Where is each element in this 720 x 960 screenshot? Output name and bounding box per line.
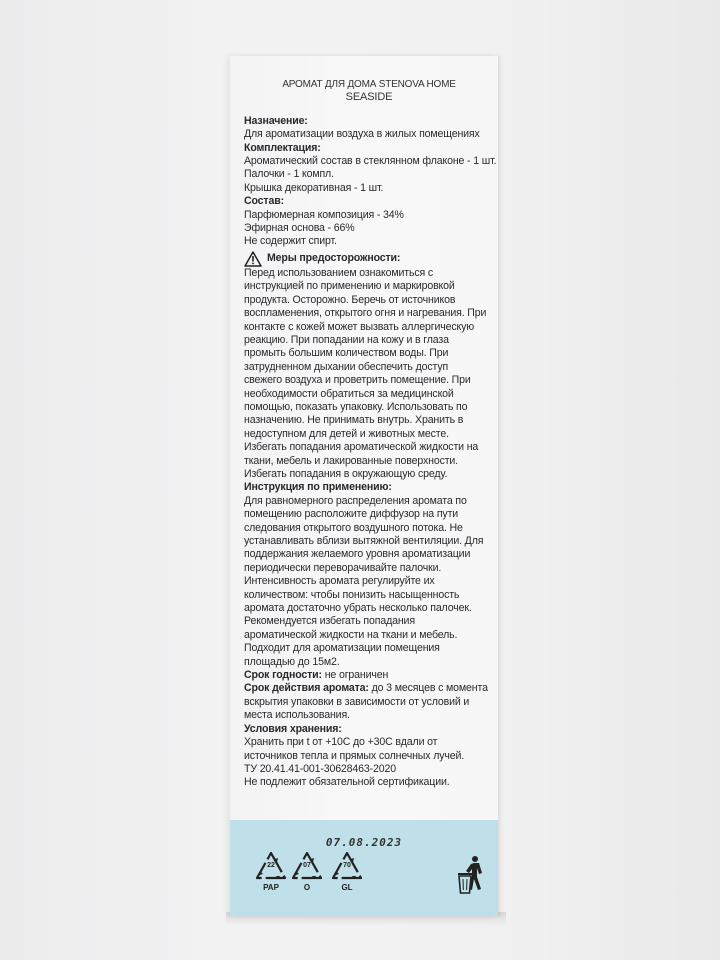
label-line: Для равномерного распределения аромата по [244, 494, 467, 507]
label-line: воспламенения, открытого огня и нагревания. При [244, 307, 487, 320]
label-line: устанавливать вблизи вытяжной вентиляции. Для [244, 535, 484, 547]
label-line: ароматической жидкости на ткани и мебель. [244, 628, 458, 641]
label-line: Не содержит спирт. [244, 235, 337, 248]
label-line: количеством: чтобы понизить насыщенность [244, 588, 460, 601]
label-line: Не подлежит обязательной сертификации. [244, 776, 450, 789]
label-line: Ароматический состав в стеклянном флаконе - 1 шт. [244, 155, 497, 168]
box-side-edge [498, 56, 502, 916]
label-line: реакцию. При попадании на кожу и в глаза [244, 333, 449, 346]
label-line: необходимости обратиться за медицинской [244, 387, 454, 400]
label-line: источников тепла и прямых солнечных лучей. [244, 749, 465, 762]
label-line: Крышка декоративная - 1 шт. [244, 181, 384, 194]
label-line: промыть большим количеством воды. При [244, 347, 449, 360]
production-date: 07.08.2023 [325, 836, 403, 849]
label-line: Палочки - 1 компл. [244, 168, 334, 181]
section-heading [244, 251, 494, 267]
label-line: Избегать попадания в окружающую среду. [244, 467, 448, 480]
recycling-triangle-icon [254, 850, 288, 894]
label-line: Подходит для ароматизации помещения [244, 642, 440, 655]
label-line: аромата достаточно убрать несколько палочек. [244, 602, 472, 615]
label-line: Эфирная основа - 66% [244, 222, 355, 235]
field-value: не ограничен [321, 669, 389, 682]
recycling-code: 07 [303, 862, 311, 869]
recycling-label: GL [341, 883, 353, 892]
section-heading: Условия хранения: [244, 722, 342, 735]
label-line: контакте с кожей может вызвать аллергическую [244, 320, 475, 333]
field-label: Срок годности: [244, 669, 322, 682]
label-line: свежего воздуха и проветрить помещение. При [244, 374, 471, 387]
label-line: инструкцией по применению и маркировкой [244, 280, 455, 293]
label-line: затрудненном дыхании обеспечить доступ [244, 360, 449, 373]
label-lines [244, 114, 497, 790]
section-heading: Назначение: [244, 114, 308, 127]
label-text-block [244, 78, 497, 790]
trash-bin-person-icon [455, 855, 489, 895]
recycling-code: 70 [343, 862, 351, 869]
label-line: Хранить при t от +10С до +30С вдали от [244, 736, 438, 749]
recycling-label: PAP [263, 883, 279, 892]
warning-heading: Меры предосторожности: [267, 252, 401, 265]
label-line: места использования. [244, 709, 350, 722]
recycling-triangle-icon [290, 850, 324, 894]
section-heading: Инструкция по применению: [244, 481, 392, 494]
label-line: вскрытия упаковки в зависимости от условий и [244, 695, 470, 708]
label-line: Парфюмерная композиция - 34% [244, 208, 404, 221]
section-heading [244, 669, 494, 682]
section-heading [244, 682, 494, 695]
warning-triangle-icon [244, 251, 262, 267]
product-title: АРОМАТ ДЛЯ ДОМА STENOVA HOME [282, 79, 456, 90]
label-line: продукта. Осторожно. Беречь от источников [244, 293, 456, 306]
label-line: Для ароматизации воздуха в жилых помещениях [244, 128, 480, 141]
recycling-triangle-icon [330, 850, 364, 894]
label-line: ТУ 20.41.41-001-30628463-2020 [244, 762, 396, 775]
field-label: Срок действия аромата: [244, 682, 369, 695]
label-line: поддержания желаемого уровня ароматизации [244, 548, 471, 561]
label-line: недоступном для детей и животных месте. [244, 427, 449, 440]
label-line: назначению. Не принимать внутрь. Хранить в [244, 414, 464, 427]
label-line: помощью, показать упаковку. Использовать по [244, 400, 468, 413]
label-line: площадью до 15м2. [244, 655, 340, 668]
label-line: Избегать попадания ароматической жидкости на [244, 441, 479, 454]
label-line: Рекомендуется избегать попадания [244, 615, 415, 628]
field-value: до 3 месяцев с момента [368, 682, 488, 695]
section-heading: Комплектация: [244, 141, 321, 154]
label-line: Интенсивность аромата регулируйте их [244, 575, 435, 588]
section-heading: Состав: [244, 195, 284, 208]
label-line: помещению расположите диффузор на пути [244, 508, 459, 521]
product-name: SEASIDE [345, 91, 393, 104]
label-line: Перед использованием ознакомиться с [244, 266, 434, 279]
recycling-label: O [303, 883, 311, 892]
recycling-code: 22 [267, 862, 275, 869]
label-line: следования открытого воздушного потока. Не [244, 521, 463, 534]
label-line: периодически переворачивайте палочки. [244, 561, 442, 574]
label-line: ткани, мебель и лакированные поверхности. [244, 454, 458, 467]
